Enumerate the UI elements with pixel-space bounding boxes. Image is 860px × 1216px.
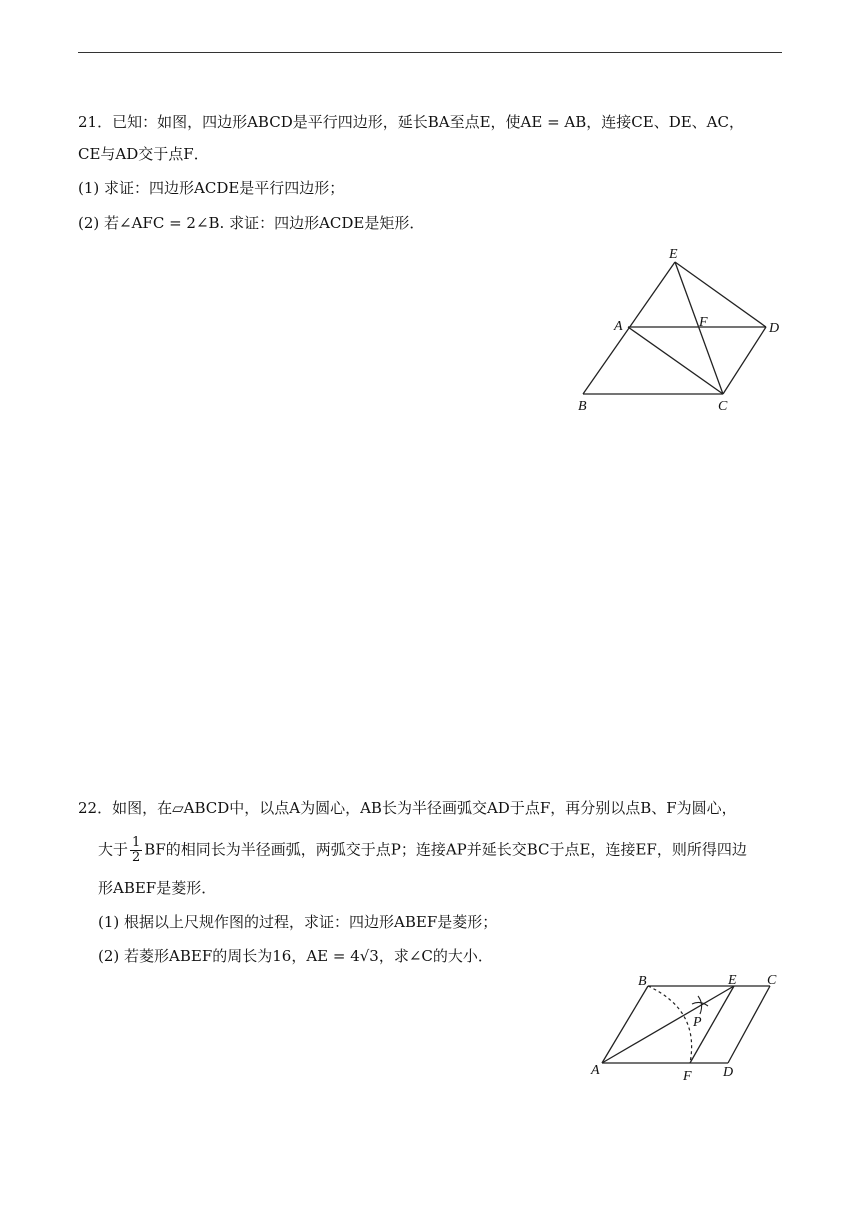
arc-marks-p <box>692 996 708 1014</box>
label-b: B <box>578 399 587 414</box>
problem-22-line-2-pre: 大于 <box>98 840 129 859</box>
label-f: F <box>699 315 708 330</box>
problem-21-statement: 已知：如图，四边形ABCD是平行四边形，延长BA至点E，使AE = AB，连接CE、DE、AC， <box>112 113 744 131</box>
problem-21-line-1 <box>78 112 744 132</box>
problem-22-part-2: (2) 若菱形ABEF的周长为16，AE = 4√3，求∠C的大小． <box>98 947 493 965</box>
header-rule <box>78 52 782 53</box>
segment-dc <box>723 327 766 394</box>
label-e: E <box>669 247 678 262</box>
problem-21-figure <box>560 240 790 420</box>
label-c: C <box>718 399 728 414</box>
problem-22-line-2-post: BF的相同长为半径画弧，两弧交于点P；连接AP并延长交BC于点E，连接EF，则所得四边 <box>144 840 747 859</box>
label-p: P <box>693 1015 702 1030</box>
problem-21-number: 21． <box>78 113 113 131</box>
segment-ae <box>602 986 734 1063</box>
segment-ab <box>602 986 648 1063</box>
label-a: A <box>614 319 623 334</box>
fraction-numerator: 1 <box>132 835 141 850</box>
label-e: E <box>728 973 737 988</box>
fraction-one-half <box>130 836 142 865</box>
label-d: D <box>723 1065 734 1080</box>
arc-bf <box>648 986 692 1063</box>
segment-ac <box>628 327 723 394</box>
problem-22-line-1 <box>78 798 737 818</box>
problem-21-part-1: (1) 求证：四边形ACDE是平行四边形； <box>78 179 345 197</box>
problem-22-part-1: (1) 根据以上尺规作图的过程，求证：四边形ABEF是菱形； <box>98 913 498 931</box>
label-b: B <box>638 974 647 989</box>
problem-21-line-2: CE与AD交于点F． <box>78 145 209 163</box>
label-c: C <box>767 973 777 988</box>
problem-21-part-2: (2) 若∠AFC = 2∠B. 求证：四边形ACDE是矩形． <box>78 214 425 232</box>
segment-cd <box>728 986 770 1063</box>
problem-22-line-3: 形ABEF是菱形． <box>98 879 217 897</box>
segment-ed <box>675 262 766 327</box>
problem-22-line-2 <box>98 836 747 865</box>
problem-22-number: 22． <box>78 799 113 817</box>
problem-22-statement: 如图，在▱ABCD中，以点A为圆心，AB长为半径画弧交AD于点F，再分别以点B、F为圆心， <box>112 799 737 817</box>
label-f: F <box>683 1069 692 1084</box>
label-d: D <box>769 321 780 336</box>
fraction-denominator: 2 <box>132 850 141 865</box>
label-a: A <box>591 1063 600 1078</box>
problem-22-figure <box>580 965 790 1085</box>
